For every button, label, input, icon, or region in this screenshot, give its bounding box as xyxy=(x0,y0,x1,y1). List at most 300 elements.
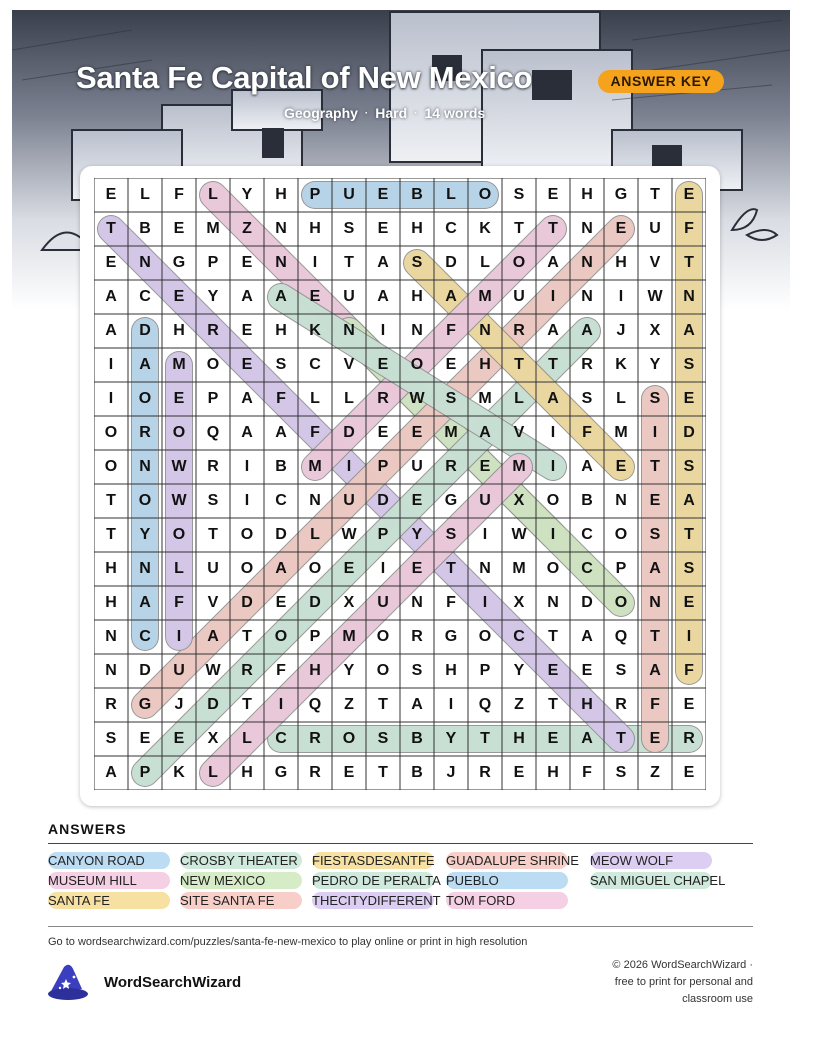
grid-cell[interactable]: F xyxy=(174,186,184,203)
grid-cell[interactable]: D xyxy=(139,322,151,339)
grid-cell[interactable]: H xyxy=(513,730,525,747)
grid-cell[interactable]: I xyxy=(652,424,658,441)
grid-cell[interactable]: H xyxy=(309,662,321,679)
grid-cell[interactable]: A xyxy=(581,730,593,747)
grid-cell[interactable]: P xyxy=(309,628,321,645)
grid-cell[interactable]: O xyxy=(376,662,390,679)
grid-cell[interactable]: H xyxy=(581,186,593,203)
grid-cell[interactable]: A xyxy=(241,288,253,305)
grid-cell[interactable]: E xyxy=(377,424,389,441)
grid-cell[interactable]: E xyxy=(105,186,117,203)
grid-cell[interactable]: I xyxy=(244,492,250,509)
grid-cell[interactable]: J xyxy=(446,764,456,781)
grid-cell[interactable]: A xyxy=(649,560,661,577)
grid-cell[interactable]: E xyxy=(173,288,185,305)
grid-cell[interactable]: M xyxy=(478,288,492,305)
grid-cell[interactable]: O xyxy=(614,526,628,543)
grid-cell[interactable]: C xyxy=(309,356,321,373)
grid-cell[interactable]: L xyxy=(174,560,184,577)
grid-cell[interactable]: I xyxy=(448,696,454,713)
grid-cell[interactable]: R xyxy=(377,390,389,407)
grid-cell[interactable]: T xyxy=(242,628,252,645)
grid-cell[interactable]: O xyxy=(478,628,492,645)
grid-cell[interactable]: D xyxy=(581,594,593,611)
grid-cell[interactable]: M xyxy=(308,458,322,475)
grid-cell[interactable]: N xyxy=(683,288,695,305)
grid-cell[interactable]: A xyxy=(105,764,117,781)
grid-cell[interactable]: L xyxy=(514,390,524,407)
grid-cell[interactable]: E xyxy=(581,662,593,679)
grid-cell[interactable]: N xyxy=(479,560,491,577)
grid-cell[interactable]: F xyxy=(582,424,592,441)
grid-cell[interactable]: O xyxy=(172,526,186,543)
grid-cell[interactable]: F xyxy=(684,662,694,679)
grid-cell[interactable]: A xyxy=(683,322,695,339)
grid-cell[interactable]: E xyxy=(173,220,185,237)
grid-cell[interactable]: O xyxy=(172,424,186,441)
grid-cell[interactable]: H xyxy=(275,322,287,339)
grid-cell[interactable]: S xyxy=(343,220,355,237)
grid-cell[interactable]: S xyxy=(581,390,593,407)
grid-cell[interactable]: N xyxy=(275,254,287,271)
grid-cell[interactable]: F xyxy=(684,220,694,237)
grid-cell[interactable]: A xyxy=(139,356,151,373)
grid-cell[interactable]: K xyxy=(479,220,491,237)
grid-cell[interactable]: E xyxy=(411,560,423,577)
grid-cell[interactable]: F xyxy=(446,594,456,611)
grid-cell[interactable]: M xyxy=(342,628,356,645)
grid-cell[interactable]: D xyxy=(241,594,253,611)
grid-cell[interactable]: E xyxy=(411,492,423,509)
grid-cell[interactable]: E xyxy=(411,424,423,441)
grid-cell[interactable]: I xyxy=(686,628,692,645)
grid-cell[interactable]: C xyxy=(581,526,593,543)
grid-cell[interactable]: E xyxy=(139,730,151,747)
grid-cell[interactable]: D xyxy=(377,492,389,509)
grid-cell[interactable]: A xyxy=(479,424,491,441)
grid-cell[interactable]: A xyxy=(581,458,593,475)
grid-cell[interactable]: E xyxy=(309,288,321,305)
grid-cell[interactable]: R xyxy=(445,458,457,475)
grid-cell[interactable]: A xyxy=(547,322,559,339)
grid-cell[interactable]: K xyxy=(615,356,627,373)
grid-cell[interactable]: B xyxy=(581,492,593,509)
grid-cell[interactable]: U xyxy=(207,560,219,577)
grid-cell[interactable]: B xyxy=(411,730,423,747)
grid-cell[interactable]: L xyxy=(242,730,252,747)
grid-cell[interactable]: U xyxy=(479,492,491,509)
grid-cell[interactable]: T xyxy=(650,186,660,203)
grid-cell[interactable]: U xyxy=(173,662,185,679)
grid-cell[interactable]: F xyxy=(276,662,286,679)
grid-cell[interactable]: F xyxy=(582,764,592,781)
grid-cell[interactable]: X xyxy=(513,492,525,509)
grid-cell[interactable]: E xyxy=(343,764,355,781)
grid-cell[interactable]: S xyxy=(615,662,627,679)
grid-cell[interactable]: A xyxy=(105,322,117,339)
grid-cell[interactable]: D xyxy=(275,526,287,543)
grid-cell[interactable]: O xyxy=(138,390,152,407)
grid-cell[interactable]: O xyxy=(342,730,356,747)
grid-cell[interactable]: E xyxy=(683,390,695,407)
grid-cell[interactable]: D xyxy=(683,424,695,441)
grid-cell[interactable]: I xyxy=(618,288,624,305)
grid-cell[interactable]: E xyxy=(479,458,491,475)
grid-cell[interactable]: O xyxy=(376,628,390,645)
grid-cell[interactable]: N xyxy=(649,594,661,611)
grid-cell[interactable]: N xyxy=(479,322,491,339)
grid-cell[interactable]: M xyxy=(614,424,628,441)
grid-cell[interactable]: U xyxy=(343,186,355,203)
grid-cell[interactable]: T xyxy=(378,764,388,781)
grid-cell[interactable]: E xyxy=(241,356,253,373)
grid-cell[interactable]: E xyxy=(683,764,695,781)
grid-cell[interactable]: M xyxy=(512,560,526,577)
grid-cell[interactable]: H xyxy=(411,220,423,237)
grid-cell[interactable]: A xyxy=(581,628,593,645)
grid-cell[interactable]: T xyxy=(344,254,354,271)
grid-cell[interactable]: K xyxy=(173,764,185,781)
grid-cell[interactable]: W xyxy=(409,390,425,407)
grid-cell[interactable]: T xyxy=(446,560,456,577)
grid-cell[interactable]: O xyxy=(478,186,492,203)
grid-cell[interactable]: R xyxy=(309,730,321,747)
grid-cell[interactable]: E xyxy=(173,730,185,747)
grid-cell[interactable]: O xyxy=(546,560,560,577)
grid-cell[interactable]: P xyxy=(377,526,389,543)
grid-cell[interactable]: G xyxy=(172,254,186,271)
grid-cell[interactable]: A xyxy=(275,560,287,577)
grid-cell[interactable]: E xyxy=(683,696,695,713)
grid-cell[interactable]: P xyxy=(139,764,151,781)
grid-cell[interactable]: I xyxy=(346,458,352,475)
grid-cell[interactable]: A xyxy=(377,288,389,305)
grid-cell[interactable]: R xyxy=(513,322,525,339)
grid-cell[interactable]: T xyxy=(548,356,558,373)
grid-cell[interactable]: X xyxy=(649,322,661,339)
grid-cell[interactable]: I xyxy=(108,356,114,373)
grid-cell[interactable]: U xyxy=(649,220,661,237)
grid-cell[interactable]: D xyxy=(445,254,457,271)
grid-cell[interactable]: N xyxy=(411,594,423,611)
grid-cell[interactable]: S xyxy=(377,730,389,747)
grid-cell[interactable]: R xyxy=(139,424,151,441)
grid-cell[interactable]: R xyxy=(241,662,253,679)
grid-cell[interactable]: V xyxy=(207,594,219,611)
grid-cell[interactable]: A xyxy=(207,628,219,645)
grid-cell[interactable]: N xyxy=(411,322,423,339)
grid-cell[interactable]: Q xyxy=(614,628,628,645)
grid-cell[interactable]: E xyxy=(615,220,627,237)
grid-cell[interactable]: L xyxy=(310,390,320,407)
grid-cell[interactable]: D xyxy=(343,424,355,441)
grid-cell[interactable]: R xyxy=(309,764,321,781)
grid-cell[interactable]: E xyxy=(377,220,389,237)
grid-cell[interactable]: L xyxy=(140,186,150,203)
grid-cell[interactable]: Q xyxy=(206,424,220,441)
grid-cell[interactable]: E xyxy=(683,594,695,611)
grid-cell[interactable]: S xyxy=(649,390,661,407)
grid-cell[interactable]: O xyxy=(138,492,152,509)
grid-cell[interactable]: E xyxy=(445,356,457,373)
grid-cell[interactable]: O xyxy=(410,356,424,373)
grid-cell[interactable]: O xyxy=(614,594,628,611)
grid-cell[interactable]: N xyxy=(581,254,593,271)
grid-cell[interactable]: S xyxy=(445,526,457,543)
grid-cell[interactable]: A xyxy=(411,696,423,713)
grid-cell[interactable]: G xyxy=(444,492,458,509)
grid-cell[interactable]: E xyxy=(683,186,695,203)
grid-cell[interactable]: X xyxy=(513,594,525,611)
grid-cell[interactable]: I xyxy=(550,458,556,475)
grid-cell[interactable]: N xyxy=(105,628,117,645)
grid-cell[interactable]: O xyxy=(206,356,220,373)
grid-cell[interactable]: O xyxy=(240,560,254,577)
grid-cell[interactable]: W xyxy=(341,526,357,543)
grid-cell[interactable]: Y xyxy=(139,526,151,543)
grid-cell[interactable]: S xyxy=(275,356,287,373)
grid-cell[interactable]: W xyxy=(205,662,221,679)
grid-cell[interactable]: W xyxy=(511,526,527,543)
grid-cell[interactable]: A xyxy=(275,288,287,305)
grid-cell[interactable]: T xyxy=(106,492,116,509)
grid-cell[interactable]: T xyxy=(480,730,490,747)
grid-cell[interactable]: E xyxy=(377,186,389,203)
grid-cell[interactable]: T xyxy=(514,220,524,237)
grid-cell[interactable]: E xyxy=(173,390,185,407)
grid-cell[interactable]: E xyxy=(241,322,253,339)
grid-cell[interactable]: P xyxy=(615,560,627,577)
grid-cell[interactable]: V xyxy=(343,356,355,373)
grid-cell[interactable]: G xyxy=(444,628,458,645)
grid-cell[interactable]: N xyxy=(615,492,627,509)
grid-cell[interactable]: G xyxy=(138,696,152,713)
grid-cell[interactable]: R xyxy=(207,322,219,339)
grid-cell[interactable]: H xyxy=(275,186,287,203)
grid-cell[interactable]: A xyxy=(445,288,457,305)
grid-cell[interactable]: B xyxy=(411,764,423,781)
grid-cell[interactable]: F xyxy=(276,390,286,407)
grid-cell[interactable]: D xyxy=(207,696,219,713)
grid-cell[interactable]: Z xyxy=(344,696,354,713)
grid-cell[interactable]: C xyxy=(139,628,151,645)
grid-cell[interactable]: H xyxy=(411,288,423,305)
grid-cell[interactable]: G xyxy=(614,186,628,203)
grid-cell[interactable]: L xyxy=(208,764,218,781)
grid-cell[interactable]: J xyxy=(616,322,626,339)
grid-cell[interactable]: C xyxy=(445,220,457,237)
grid-cell[interactable]: I xyxy=(380,560,386,577)
grid-cell[interactable]: C xyxy=(275,730,287,747)
grid-cell[interactable]: T xyxy=(106,526,116,543)
grid-cell[interactable]: E xyxy=(275,594,287,611)
grid-cell[interactable]: I xyxy=(380,322,386,339)
grid-cell[interactable]: E xyxy=(547,662,559,679)
grid-cell[interactable]: A xyxy=(105,288,117,305)
grid-cell[interactable]: Z xyxy=(242,220,252,237)
grid-cell[interactable]: F xyxy=(650,696,660,713)
grid-cell[interactable]: N xyxy=(547,594,559,611)
grid-cell[interactable]: L xyxy=(480,254,490,271)
grid-cell[interactable]: S xyxy=(411,254,423,271)
grid-cell[interactable]: M xyxy=(206,220,220,237)
grid-cell[interactable]: T xyxy=(378,696,388,713)
grid-cell[interactable]: J xyxy=(174,696,184,713)
grid-cell[interactable]: B xyxy=(139,220,151,237)
grid-cell[interactable]: S xyxy=(683,560,695,577)
grid-cell[interactable]: E xyxy=(513,764,525,781)
grid-cell[interactable]: I xyxy=(482,594,488,611)
grid-cell[interactable]: L xyxy=(446,186,456,203)
grid-cell[interactable]: S xyxy=(445,390,457,407)
grid-cell[interactable]: K xyxy=(309,322,321,339)
grid-cell[interactable]: C xyxy=(139,288,151,305)
grid-cell[interactable]: U xyxy=(513,288,525,305)
grid-cell[interactable]: H xyxy=(615,254,627,271)
grid-cell[interactable]: I xyxy=(108,390,114,407)
grid-cell[interactable]: L xyxy=(208,186,218,203)
grid-cell[interactable]: Z xyxy=(650,764,660,781)
grid-cell[interactable]: N xyxy=(581,288,593,305)
grid-cell[interactable]: L xyxy=(310,526,320,543)
grid-cell[interactable]: X xyxy=(343,594,355,611)
grid-cell[interactable]: A xyxy=(139,594,151,611)
grid-cell[interactable]: E xyxy=(649,730,661,747)
grid-cell[interactable]: E xyxy=(241,254,253,271)
grid-cell[interactable]: O xyxy=(546,492,560,509)
grid-cell[interactable]: R xyxy=(615,696,627,713)
grid-cell[interactable]: Y xyxy=(513,662,525,679)
grid-cell[interactable]: Y xyxy=(649,356,661,373)
grid-cell[interactable]: H xyxy=(581,696,593,713)
grid-cell[interactable]: A xyxy=(275,424,287,441)
grid-cell[interactable]: U xyxy=(411,458,423,475)
grid-cell[interactable]: F xyxy=(310,424,320,441)
grid-cell[interactable]: M xyxy=(478,390,492,407)
grid-cell[interactable]: U xyxy=(377,594,389,611)
grid-cell[interactable]: D xyxy=(309,594,321,611)
grid-cell[interactable]: Y xyxy=(207,288,219,305)
grid-cell[interactable]: A xyxy=(683,492,695,509)
grid-cell[interactable]: N xyxy=(105,662,117,679)
grid-cell[interactable]: S xyxy=(615,764,627,781)
grid-cell[interactable]: N xyxy=(275,220,287,237)
grid-cell[interactable]: T xyxy=(106,220,116,237)
grid-cell[interactable]: T xyxy=(650,628,660,645)
grid-cell[interactable]: O xyxy=(512,254,526,271)
grid-cell[interactable]: P xyxy=(377,458,389,475)
grid-cell[interactable]: C xyxy=(275,492,287,509)
grid-cell[interactable]: A xyxy=(547,254,559,271)
grid-cell[interactable]: Y xyxy=(411,526,423,543)
grid-cell[interactable]: N xyxy=(139,254,151,271)
grid-cell[interactable]: E xyxy=(649,492,661,509)
grid-cell[interactable]: T xyxy=(650,458,660,475)
grid-cell[interactable]: E xyxy=(377,356,389,373)
grid-cell[interactable]: Z xyxy=(514,696,524,713)
grid-cell[interactable]: S xyxy=(207,492,219,509)
grid-cell[interactable]: R xyxy=(411,628,423,645)
grid-cell[interactable]: U xyxy=(343,492,355,509)
grid-cell[interactable]: V xyxy=(649,254,661,271)
grid-cell[interactable]: T xyxy=(616,730,626,747)
grid-cell[interactable]: B xyxy=(275,458,287,475)
grid-cell[interactable]: A xyxy=(649,662,661,679)
grid-cell[interactable]: V xyxy=(513,424,525,441)
grid-cell[interactable]: O xyxy=(104,458,118,475)
grid-cell[interactable]: N xyxy=(343,322,355,339)
grid-cell[interactable]: Y xyxy=(241,186,253,203)
grid-cell[interactable]: I xyxy=(176,628,182,645)
grid-cell[interactable]: Y xyxy=(445,730,457,747)
grid-cell[interactable]: A xyxy=(581,322,593,339)
grid-cell[interactable]: H xyxy=(547,764,559,781)
grid-cell[interactable]: P xyxy=(309,186,321,203)
grid-cell[interactable]: I xyxy=(244,458,250,475)
grid-cell[interactable]: W xyxy=(171,458,187,475)
grid-cell[interactable]: H xyxy=(105,594,117,611)
grid-cell[interactable]: A xyxy=(241,390,253,407)
grid-cell[interactable]: E xyxy=(547,730,559,747)
grid-cell[interactable]: E xyxy=(343,560,355,577)
grid-cell[interactable]: M xyxy=(444,424,458,441)
grid-cell[interactable]: T xyxy=(548,696,558,713)
grid-cell[interactable]: S xyxy=(649,526,661,543)
grid-cell[interactable]: B xyxy=(411,186,423,203)
grid-cell[interactable]: A xyxy=(547,390,559,407)
grid-cell[interactable]: E xyxy=(615,458,627,475)
grid-cell[interactable]: W xyxy=(171,492,187,509)
grid-cell[interactable]: X xyxy=(207,730,219,747)
grid-cell[interactable]: H xyxy=(479,356,491,373)
grid-cell[interactable]: T xyxy=(514,356,524,373)
grid-cell[interactable]: O xyxy=(274,628,288,645)
grid-cell[interactable]: I xyxy=(312,254,318,271)
grid-cell[interactable]: T xyxy=(548,220,558,237)
grid-cell[interactable]: R xyxy=(479,764,491,781)
grid-cell[interactable]: H xyxy=(309,220,321,237)
grid-cell[interactable]: H xyxy=(105,560,117,577)
grid-cell[interactable]: D xyxy=(139,662,151,679)
grid-cell[interactable]: C xyxy=(513,628,525,645)
grid-cell[interactable]: M xyxy=(172,356,186,373)
grid-cell[interactable]: A xyxy=(377,254,389,271)
grid-cell[interactable]: I xyxy=(482,526,488,543)
grid-cell[interactable]: S xyxy=(105,730,117,747)
grid-cell[interactable]: P xyxy=(207,390,219,407)
grid-cell[interactable]: Q xyxy=(478,696,492,713)
grid-cell[interactable]: S xyxy=(683,356,695,373)
grid-cell[interactable]: G xyxy=(274,764,288,781)
grid-cell[interactable]: N xyxy=(139,560,151,577)
grid-cell[interactable]: O xyxy=(240,526,254,543)
grid-cell[interactable]: N xyxy=(139,458,151,475)
grid-cell[interactable]: T xyxy=(242,696,252,713)
grid-cell[interactable]: P xyxy=(207,254,219,271)
grid-cell[interactable]: Q xyxy=(308,696,322,713)
grid-cell[interactable]: L xyxy=(616,390,626,407)
grid-cell[interactable]: O xyxy=(308,560,322,577)
grid-cell[interactable]: A xyxy=(241,424,253,441)
grid-cell[interactable]: N xyxy=(309,492,321,509)
grid-cell[interactable]: E xyxy=(547,186,559,203)
grid-cell[interactable]: R xyxy=(207,458,219,475)
grid-cell[interactable]: S xyxy=(411,662,423,679)
grid-cell[interactable]: H xyxy=(445,662,457,679)
grid-cell[interactable]: R xyxy=(683,730,695,747)
grid-cell[interactable]: P xyxy=(479,662,491,679)
grid-cell[interactable]: H xyxy=(241,764,253,781)
